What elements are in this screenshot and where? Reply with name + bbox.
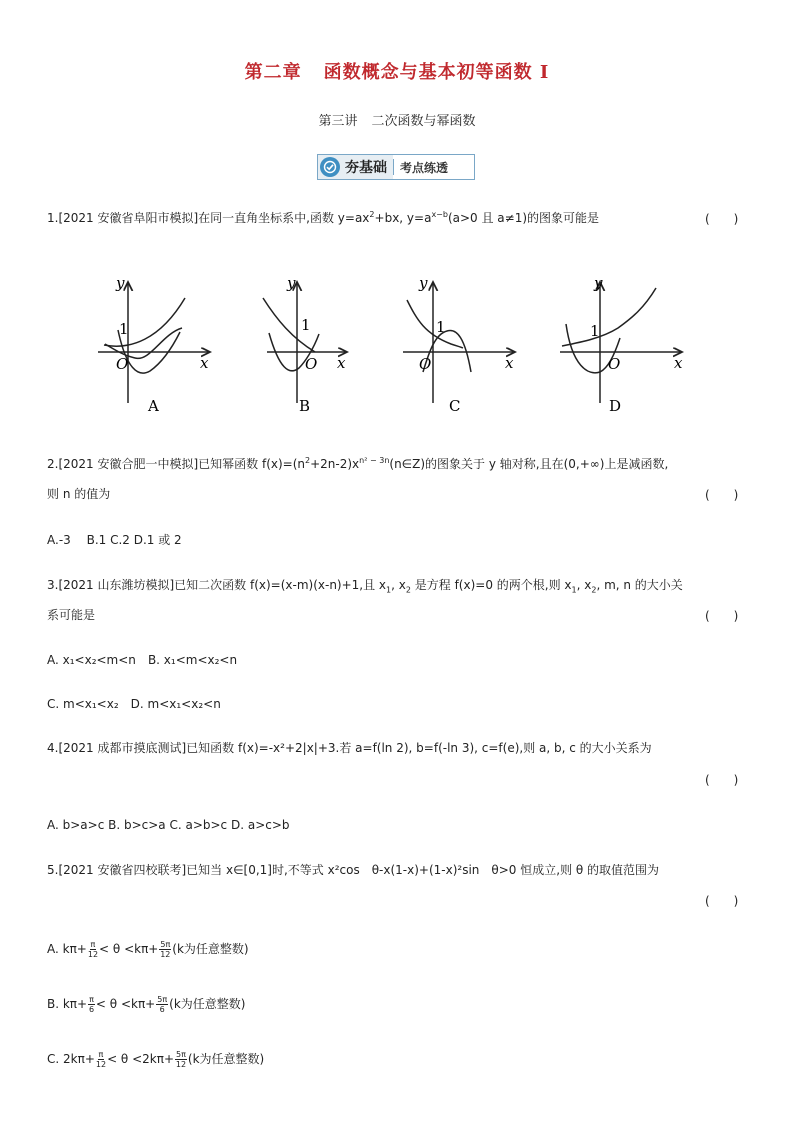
svg-text:x: x — [505, 354, 514, 372]
section-badge — [317, 154, 475, 180]
q5-option-a: A. kπ+ $\frac{\pi}{12}$ < θ <kπ+ $\frac{5\pi}{12}$ (k为任意整数) — [47, 940, 249, 959]
graph-A — [90, 268, 220, 418]
svg-text:O: O — [116, 355, 129, 373]
svg-text:O: O — [419, 355, 432, 373]
q4-stem: 4.[2021 成都市摸底测试]已知函数 f(x)=-x²+2|x|+3.若 a=f(ln 2), b=f(-ln 3), c=f(e),则 a, b, c 的大小关系为 — [47, 741, 652, 755]
badge-subtitle: 考点练透 — [400, 160, 449, 175]
q3-options-row2: C. m<x₁<x₂ D. m<x₁<x₂<n — [47, 697, 221, 711]
q5-stem: 5.[2021 安徽省四校联考]已知当 x∈[0,1]时,不等式 x²cos θ-x(1-x)+(1-x)²sin θ>0 恒成立,则 θ 的取值范围为 — [47, 863, 660, 877]
svg-text:1: 1 — [590, 322, 600, 340]
svg-text:1: 1 — [119, 320, 129, 338]
svg-text:1: 1 — [436, 318, 446, 336]
svg-text:B: B — [299, 397, 311, 415]
badge-title: 夯基础 — [345, 160, 387, 176]
svg-text:y: y — [287, 274, 296, 292]
q2-options: A.-3 B.1 C.2 D.1 或 2 — [47, 533, 182, 547]
svg-text:A: A — [148, 397, 159, 415]
svg-text:O: O — [608, 355, 621, 373]
svg-text:D: D — [609, 397, 622, 415]
svg-text:y: y — [594, 274, 603, 292]
lecture-title: 第三讲 二次函数与幂函数 — [318, 114, 476, 129]
svg-text:O: O — [305, 355, 318, 373]
q3-answer-blank: ( ) — [705, 609, 739, 623]
q5-option-b: B. kπ+ $\frac{\pi}{6}$ < θ <kπ+ $\frac{5\pi}{6}$ (k为任意整数) — [47, 995, 246, 1014]
q3-stem-line1: 3.[2021 山东潍坊模拟]已知二次函数 f(x)=(x-m)(x-n)+1,且 $x_1$, $x_2$ 是方程 f(x)=0 的两个根,则 $x_1$, $x_2$, m, n 的大小关 — [47, 578, 683, 595]
svg-text:x: x — [674, 354, 683, 372]
q2-stem-line2: 则 n 的值为 — [47, 487, 111, 501]
svg-text:x: x — [200, 354, 209, 372]
q1-answer-blank: ( ) — [705, 212, 739, 226]
svg-text:x: x — [337, 354, 346, 372]
svg-text:y: y — [116, 274, 125, 292]
q3-options-row1: A. x₁<x₂<m<n B. x₁<m<x₂<n — [47, 653, 238, 667]
graph-B — [257, 268, 357, 418]
svg-text:C: C — [449, 397, 461, 415]
graph-D — [552, 268, 692, 418]
q2-stem-line1: 2.[2021 安徽合肥一中模拟]已知幂函数 $f(x)=(n^2+2n-2)x^{n^2 - 3n}(n\in Z)$的图象关于 y 轴对称,且在(0,+∞)上是减函数, — [47, 456, 669, 471]
q5-option-c: C. 2kπ+ $\frac{\pi}{12}$ < θ <2kπ+ $\frac{5\pi}{12}$ (k为任意整数) — [47, 1050, 265, 1069]
check-circle-icon — [320, 157, 340, 177]
graph-C — [395, 268, 525, 418]
svg-text:y: y — [419, 274, 428, 292]
q5-answer-blank: ( ) — [705, 894, 739, 908]
q4-answer-blank: ( ) — [705, 773, 739, 787]
q3-stem-line2: 系可能是 — [47, 608, 96, 622]
q2-answer-blank: ( ) — [705, 488, 739, 502]
svg-text:1: 1 — [301, 316, 311, 334]
chapter-title: 第二章 函数概念与基本初等函数 Ⅰ — [244, 62, 550, 83]
q4-options: A. b>a>c B. b>c>a C. a>b>c D. a>c>b — [47, 818, 290, 832]
q1-stem: 1.[2021 安徽省阜阳市模拟]在同一直角坐标系中,函数 $y=ax^2+bx$, $y=a^{x-b}(a>0$ 且 a≠1)的图象可能是 — [47, 210, 600, 225]
